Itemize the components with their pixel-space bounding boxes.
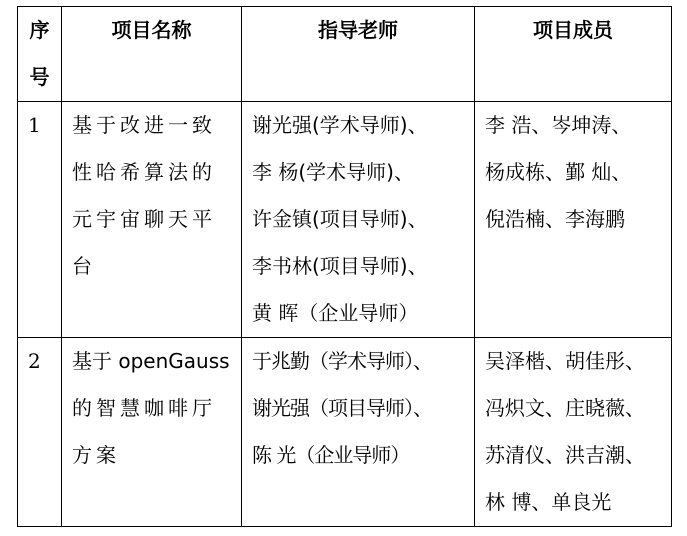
members-cell [475,338,672,527]
member-line: 倪浩楠、李海鹏 [485,207,625,231]
member-line: 李 浩、岑坤涛、 [485,113,632,137]
mentor-line: 黄 晖（企业导师） [252,301,419,325]
project-name-line: 的智慧咖啡厅 [72,396,216,420]
project-name-line: 台 [72,254,96,278]
table-row [18,102,672,338]
row-serial: 1 [18,102,62,338]
header-project-name: 项目名称 [62,7,242,102]
table-header-row [18,7,672,102]
project-name-line: 方案 [72,443,120,467]
mentor-line: 谢光强（项目导师）、 [252,396,432,420]
mentor-line: 陈 光（企业导师） [252,443,410,467]
member-line: 冯炽文、庄晓薇、 [485,396,645,420]
mentor-line: 李 杨(学术导师)、 [252,160,414,184]
members-cell [475,102,672,338]
member-line: 杨成栋、鄞 灿、 [485,160,632,184]
project-name-cell [62,102,242,338]
member-line: 林 博、单良光 [485,490,612,514]
header-serial-line: 序 [29,18,50,42]
project-name-line: 性哈希算法的 [72,160,216,184]
mentor-line: 许金镇(项目导师)、 [252,207,428,231]
mentor-line: 李书林(项目导师)、 [252,254,428,278]
header-serial-line: 号 [29,65,50,89]
row-serial: 2 [18,338,62,527]
project-name-line: 元宇宙聊天平 [72,207,216,231]
mentor-cell [242,338,475,527]
header-members: 项目成员 [475,7,672,102]
project-name-line: 基于 openGauss [72,349,230,373]
mentor-line: 于兆勤（学术导师）、 [252,349,432,373]
header-serial [18,7,62,102]
mentor-line: 谢光强(学术导师)、 [252,113,428,137]
header-mentor: 指导老师 [242,7,475,102]
member-line: 苏清仪、洪吉潮、 [485,443,645,467]
project-table [17,6,672,527]
member-line: 吴泽楷、胡佳彤、 [485,349,645,373]
table-row [18,338,672,527]
project-name-line: 基于改进一致 [72,113,216,137]
project-name-cell [62,338,242,527]
mentor-cell [242,102,475,338]
